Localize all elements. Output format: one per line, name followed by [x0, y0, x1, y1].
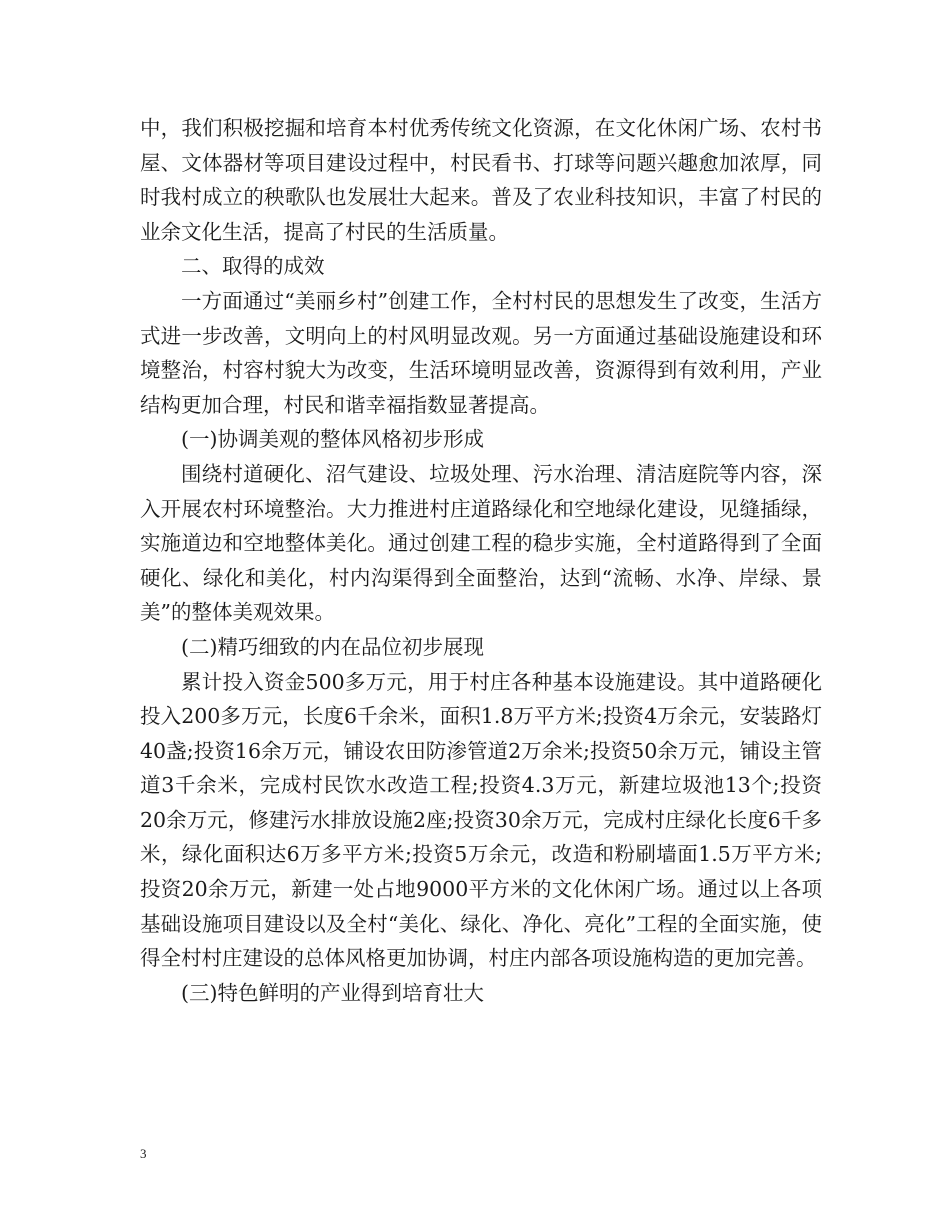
page-number: 3 [140, 1146, 147, 1161]
paragraph-continuation: 中，我们积极挖掘和培育本村优秀传统文化资源，在文化休闲广场、农村书屋、文体器材等项目建设过程中，村民看书、打球等问题兴趣愈加浓厚，同时我村成立的秧歌队也发展壮大起来。普及了农业科技知识，丰富了村民的业余文化生活，提高了村民的生活质量。 [140, 116, 822, 244]
paragraph-achievements-intro: 一方面通过“美丽乡村”创建工作，全村村民的思想发生了改变，生活方式进一步改善，文明向上的村风明显改观。另一方面通过基础设施建设和环境整治，村容村貌大为改变，生活环境明显改善，资源得到有效利用，产业结构更加合理，村民和谐幸福指数显著提高。 [140, 288, 822, 417]
subheading-industry: (三)特色鲜明的产业得到培育壮大 [181, 980, 484, 1005]
section-heading-achievements: 二、取得的成效 [181, 254, 325, 279]
paragraph-investment: 累计投入资金500多万元，用于村庄各种基本设施建设。其中道路硬化投入200多万元，长度6千余米，面积1.8万平方米;投资4万余元，安装路灯40盏;投资16余万元，铺设农田防渗管道2万余米;投资50余万元，铺设主管道3千余米，完成村民饮水改造工程;投资4.3万元，新建垃圾池13个;投资20余万元，修建污水排放设施2座;投资30余万元，完成村庄绿化长度6千多米，绿化面积达6万多平方米;投资5万余元，改造和粉刷墙面1.5万平方米;投资20余万元，新建一处占地9000平方米的文化休闲广场。通过以上各项基础设施项目建设以及全村“美化、绿化、净化、亮化”工程的全面实施，使得全村村庄建设的总体风格更加协调，村庄内部各项设施构造的更加完善。 [140, 669, 822, 971]
paragraph-environment: 围绕村道硬化、沼气建设、垃圾处理、污水治理、清洁庭院等内容，深入开展农村环境整治。大力推进村庄道路绿化和空地绿化建设，见缝插绿，实施道边和空地整体美化。通过创建工程的稳步实施，全村道路得到了全面硬化、绿化和美化，村内沟渠得到全面整治，达到“流畅、水净、岸绿、景美”的整体美观效果。 [140, 461, 822, 625]
subheading-overall-style: (一)协调美观的整体风格初步形成 [181, 427, 484, 452]
subheading-inner-quality: (二)精巧细致的内在品位初步展现 [181, 634, 484, 659]
document-body [140, 111, 822, 1010]
